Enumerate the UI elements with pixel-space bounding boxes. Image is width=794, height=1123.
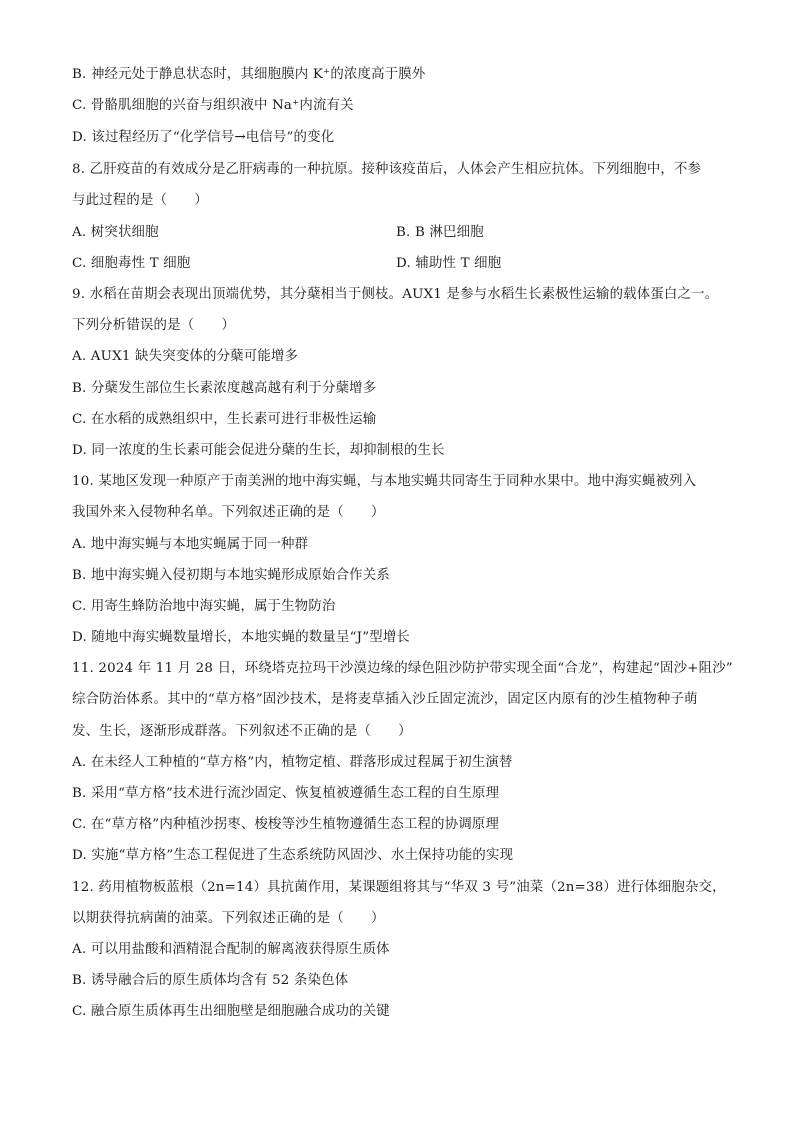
option-10b: B. 地中海实蝇入侵初期与本地实蝇形成原始合作关系 xyxy=(72,568,390,583)
option-8c: C. 细胞毒性 T 细胞 xyxy=(72,256,191,271)
option-10d: D. 随地中海实蝇数量增长，本地实蝇的数量呈“J”型增长 xyxy=(72,630,411,645)
question-10-line-2: 我国外来入侵物种名单。下列叙述正确的是（ ） xyxy=(72,505,385,520)
option-12c: C. 融合原生质体再生出细胞壁是细胞融合成功的关键 xyxy=(72,1004,390,1019)
option-10c: C. 用寄生蜂防治地中海实蝇，属于生物防治 xyxy=(72,599,336,614)
question-12-line-2: 以期获得抗病菌的油菜。下列叙述正确的是（ ） xyxy=(72,911,385,926)
option-9c: C. 在水稻的成熟组织中，生长素可进行非极性运输 xyxy=(72,412,377,427)
question-8-line-1: 8. 乙肝疫苗的有效成分是乙肝病毒的一种抗原。接种该疫苗后，人体会产生相应抗体。下列细胞中，不参 xyxy=(72,162,702,177)
question-9-line-1: 9. 水稻在苗期会表现出顶端优势，其分蘖相当于侧枝。AUX1 是参与水稻生长素极性运输的载体蛋白之一。 xyxy=(72,287,719,302)
question-11-line-2: 综合防治体系。其中的“草方格”固沙技术，是将麦草插入沙丘固定流沙，固定区内原有的沙生植物种子萌 xyxy=(72,692,698,707)
option-9a: A. AUX1 缺失突变体的分蘖可能增多 xyxy=(72,349,299,364)
option-8a: A. 树突状细胞 xyxy=(72,225,159,240)
question-11-line-3: 发、生长，逐渐形成群落。下列叙述不正确的是（ ） xyxy=(72,724,412,739)
option-8d: D. 辅助性 T 细胞 xyxy=(396,256,502,271)
option-12b: B. 诱导融合后的原生质体均含有 52 条染色体 xyxy=(72,973,349,988)
option-9d: D. 同一浓度的生长素可能会促进分蘖的生长，却抑制根的生长 xyxy=(72,443,445,458)
option-8b: B. B 淋巴细胞 xyxy=(396,225,484,240)
question-12-line-1: 12. 药用植物板蓝根（2n=14）具抗菌作用，某课题组将其与“华双 3 号”油菜（2n=38）进行体细胞杂交， xyxy=(72,880,726,895)
question-10-line-1: 10. 某地区发现一种原产于南美洲的地中海实蝇，与本地实蝇共同寄生于同种水果中。地中海实蝇被列入 xyxy=(72,474,697,489)
option-12a: A. 可以用盐酸和酒精混合配制的解离液获得原生质体 xyxy=(72,942,390,957)
question-11-line-1: 11. 2024 年 11 月 28 日，环绕塔克拉玛干沙漠边缘的绿色阻沙防护带实现全面“合龙”，构建起“固沙+阻沙” xyxy=(72,661,733,676)
option-10a: A. 地中海实蝇与本地实蝇属于同一种群 xyxy=(72,537,309,552)
option-11b: B. 采用“草方格”技术进行流沙固定、恢复植被遵循生态工程的自生原理 xyxy=(72,786,500,801)
option-11c: C. 在“草方格”内种植沙拐枣、梭梭等沙生植物遵循生态工程的协调原理 xyxy=(72,817,500,832)
option-7c: C. 骨骼肌细胞的兴奋与组织液中 Na⁺内流有关 xyxy=(72,98,354,113)
option-7d: D. 该过程经历了“化学信号→电信号”的变化 xyxy=(72,130,335,145)
question-8-line-2: 与此过程的是（ ） xyxy=(72,193,208,208)
option-9b: B. 分蘖发生部位生长素浓度越高越有利于分蘖增多 xyxy=(72,381,377,396)
option-11a: A. 在未经人工种植的“草方格”内，植物定植、群落形成过程属于初生演替 xyxy=(72,755,513,770)
question-9-line-2: 下列分析错误的是（ ） xyxy=(72,318,236,333)
option-11d: D. 实施“草方格”生态工程促进了生态系统防风固沙、水土保持功能的实现 xyxy=(72,848,514,863)
option-7b: B. 神经元处于静息状态时，其细胞膜内 K⁺的浓度高于膜外 xyxy=(72,67,426,82)
